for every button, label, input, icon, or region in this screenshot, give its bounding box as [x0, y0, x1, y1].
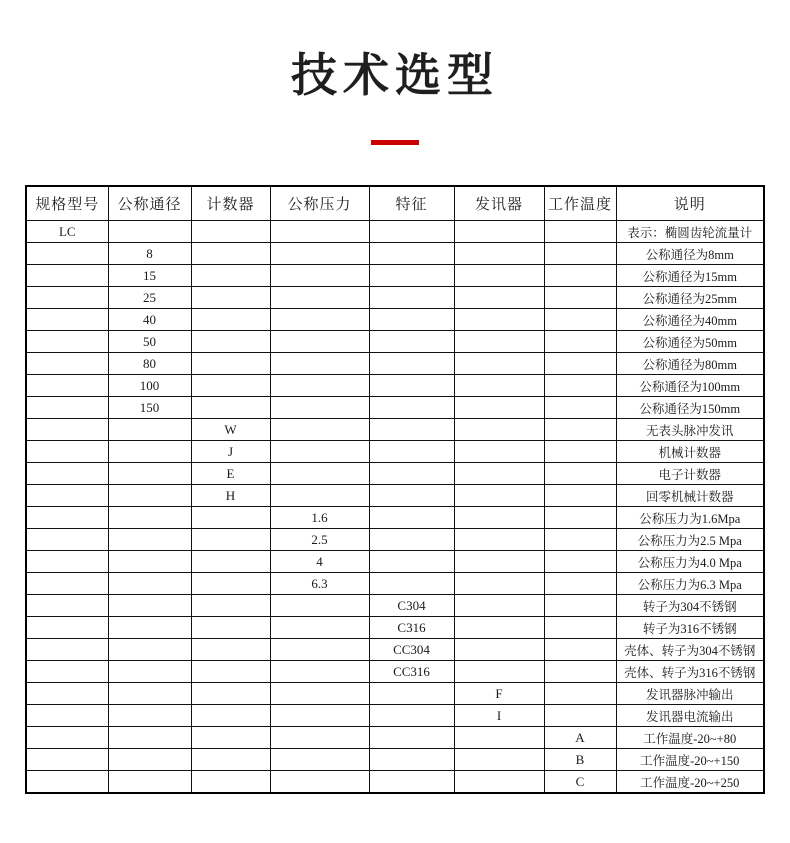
empty-cell [544, 265, 616, 287]
empty-cell [454, 419, 544, 441]
empty-cell [270, 375, 369, 397]
empty-cell [191, 353, 270, 375]
empty-cell [454, 507, 544, 529]
column-header-2: 计数器 [191, 186, 270, 221]
empty-cell [369, 771, 454, 794]
description-cell: 公称通径为8mm [616, 243, 764, 265]
empty-cell [108, 221, 191, 243]
description-cell: 发讯器电流输出 [616, 705, 764, 727]
empty-cell [544, 485, 616, 507]
empty-cell [270, 397, 369, 419]
empty-cell [544, 243, 616, 265]
empty-cell [369, 221, 454, 243]
table-row [26, 309, 764, 331]
code-cell: 50 [108, 331, 191, 353]
code-cell: C304 [369, 595, 454, 617]
empty-cell [26, 375, 108, 397]
table-row [26, 573, 764, 595]
empty-cell [544, 529, 616, 551]
table-body [26, 221, 764, 794]
description-cell: 公称通径为150mm [616, 397, 764, 419]
empty-cell [26, 749, 108, 771]
empty-cell [26, 485, 108, 507]
empty-cell [26, 529, 108, 551]
empty-cell [369, 441, 454, 463]
empty-cell [544, 375, 616, 397]
code-cell: CC316 [369, 661, 454, 683]
empty-cell [191, 683, 270, 705]
empty-cell [26, 727, 108, 749]
empty-cell [544, 331, 616, 353]
description-cell: 公称通径为15mm [616, 265, 764, 287]
empty-cell [270, 727, 369, 749]
empty-cell [26, 771, 108, 794]
table-row [26, 595, 764, 617]
empty-cell [544, 309, 616, 331]
empty-cell [369, 485, 454, 507]
empty-cell [544, 683, 616, 705]
empty-cell [191, 331, 270, 353]
code-cell: E [191, 463, 270, 485]
description-cell: 发讯器脉冲输出 [616, 683, 764, 705]
empty-cell [454, 661, 544, 683]
title-section [0, 46, 790, 145]
empty-cell [454, 573, 544, 595]
empty-cell [108, 771, 191, 794]
empty-cell [454, 375, 544, 397]
description-cell: 公称通径为80mm [616, 353, 764, 375]
description-cell: 壳体、转子为316不锈钢 [616, 661, 764, 683]
empty-cell [544, 573, 616, 595]
empty-cell [108, 463, 191, 485]
description-cell: 公称压力为6.3 Mpa [616, 573, 764, 595]
empty-cell [544, 661, 616, 683]
table-row [26, 639, 764, 661]
empty-cell [454, 441, 544, 463]
empty-cell [26, 595, 108, 617]
empty-cell [369, 727, 454, 749]
table-row [26, 705, 764, 727]
empty-cell [270, 331, 369, 353]
empty-cell [26, 331, 108, 353]
code-cell: 6.3 [270, 573, 369, 595]
empty-cell [191, 727, 270, 749]
code-cell: J [191, 441, 270, 463]
empty-cell [270, 287, 369, 309]
empty-cell [26, 507, 108, 529]
empty-cell [191, 287, 270, 309]
empty-cell [544, 617, 616, 639]
empty-cell [191, 507, 270, 529]
empty-cell [270, 441, 369, 463]
empty-cell [369, 419, 454, 441]
code-cell: CC304 [369, 639, 454, 661]
description-cell: 机械计数器 [616, 441, 764, 463]
code-cell: F [454, 683, 544, 705]
empty-cell [544, 507, 616, 529]
empty-cell [454, 397, 544, 419]
code-cell: W [191, 419, 270, 441]
header-row [26, 186, 764, 221]
empty-cell [26, 705, 108, 727]
code-cell: B [544, 749, 616, 771]
description-cell: 壳体、转子为304不锈钢 [616, 639, 764, 661]
table-row [26, 617, 764, 639]
empty-cell [26, 441, 108, 463]
empty-cell [544, 397, 616, 419]
table-row [26, 243, 764, 265]
table-row [26, 287, 764, 309]
empty-cell [369, 397, 454, 419]
empty-cell [369, 265, 454, 287]
table-row [26, 661, 764, 683]
description-cell: 工作温度-20~+250 [616, 771, 764, 794]
code-cell: 40 [108, 309, 191, 331]
empty-cell [270, 617, 369, 639]
empty-cell [369, 375, 454, 397]
empty-cell [108, 727, 191, 749]
empty-cell [454, 309, 544, 331]
column-header-7: 说明 [616, 186, 764, 221]
empty-cell [454, 551, 544, 573]
empty-cell [454, 639, 544, 661]
empty-cell [191, 705, 270, 727]
empty-cell [108, 485, 191, 507]
empty-cell [544, 221, 616, 243]
empty-cell [544, 705, 616, 727]
code-cell: 25 [108, 287, 191, 309]
empty-cell [369, 331, 454, 353]
table-row [26, 749, 764, 771]
code-cell: 1.6 [270, 507, 369, 529]
empty-cell [369, 573, 454, 595]
empty-cell [270, 419, 369, 441]
code-cell: 2.5 [270, 529, 369, 551]
empty-cell [369, 749, 454, 771]
column-header-0: 规格型号 [26, 186, 108, 221]
empty-cell [26, 397, 108, 419]
empty-cell [191, 551, 270, 573]
empty-cell [108, 639, 191, 661]
code-cell: 100 [108, 375, 191, 397]
empty-cell [26, 661, 108, 683]
column-header-4: 特征 [369, 186, 454, 221]
empty-cell [191, 595, 270, 617]
description-cell: 转子为316不锈钢 [616, 617, 764, 639]
empty-cell [26, 463, 108, 485]
empty-cell [191, 265, 270, 287]
title-underline [371, 140, 419, 145]
table-row [26, 683, 764, 705]
empty-cell [454, 727, 544, 749]
empty-cell [270, 265, 369, 287]
empty-cell [369, 705, 454, 727]
table-row [26, 485, 764, 507]
empty-cell [270, 463, 369, 485]
empty-cell [369, 309, 454, 331]
code-cell: 15 [108, 265, 191, 287]
code-cell: LC [26, 221, 108, 243]
empty-cell [454, 749, 544, 771]
empty-cell [544, 595, 616, 617]
description-cell: 表示：椭圆齿轮流量计 [616, 221, 764, 243]
table-row [26, 441, 764, 463]
empty-cell [26, 683, 108, 705]
empty-cell [270, 353, 369, 375]
empty-cell [191, 309, 270, 331]
empty-cell [108, 749, 191, 771]
empty-cell [191, 573, 270, 595]
table-row [26, 397, 764, 419]
table-row [26, 507, 764, 529]
empty-cell [454, 331, 544, 353]
empty-cell [544, 463, 616, 485]
table-row [26, 419, 764, 441]
description-cell: 公称压力为4.0 Mpa [616, 551, 764, 573]
empty-cell [454, 485, 544, 507]
description-cell: 公称通径为25mm [616, 287, 764, 309]
empty-cell [544, 441, 616, 463]
description-cell: 电子计数器 [616, 463, 764, 485]
description-cell: 公称压力为1.6Mpa [616, 507, 764, 529]
empty-cell [108, 705, 191, 727]
description-cell: 回零机械计数器 [616, 485, 764, 507]
column-header-6: 工作温度 [544, 186, 616, 221]
table-row [26, 221, 764, 243]
empty-cell [270, 221, 369, 243]
empty-cell [369, 507, 454, 529]
table-row [26, 375, 764, 397]
empty-cell [26, 309, 108, 331]
description-cell: 公称通径为50mm [616, 331, 764, 353]
table-row [26, 331, 764, 353]
empty-cell [369, 353, 454, 375]
empty-cell [454, 265, 544, 287]
empty-cell [26, 353, 108, 375]
empty-cell [369, 529, 454, 551]
empty-cell [191, 375, 270, 397]
empty-cell [108, 551, 191, 573]
empty-cell [108, 507, 191, 529]
empty-cell [108, 573, 191, 595]
empty-cell [26, 287, 108, 309]
empty-cell [26, 617, 108, 639]
empty-cell [544, 287, 616, 309]
empty-cell [369, 463, 454, 485]
empty-cell [270, 771, 369, 794]
empty-cell [270, 243, 369, 265]
code-cell: H [191, 485, 270, 507]
empty-cell [26, 419, 108, 441]
page-title: 技术选型 [291, 49, 499, 101]
empty-cell [26, 243, 108, 265]
table-row [26, 771, 764, 794]
empty-cell [270, 749, 369, 771]
table-row [26, 529, 764, 551]
table-row [26, 353, 764, 375]
description-cell: 公称压力为2.5 Mpa [616, 529, 764, 551]
empty-cell [191, 639, 270, 661]
code-cell: 4 [270, 551, 369, 573]
empty-cell [454, 221, 544, 243]
empty-cell [544, 419, 616, 441]
description-cell: 公称通径为100mm [616, 375, 764, 397]
column-header-3: 公称压力 [270, 186, 369, 221]
empty-cell [26, 639, 108, 661]
empty-cell [191, 529, 270, 551]
empty-cell [369, 287, 454, 309]
empty-cell [544, 353, 616, 375]
code-cell: C316 [369, 617, 454, 639]
empty-cell [270, 661, 369, 683]
empty-cell [108, 529, 191, 551]
description-cell: 转子为304不锈钢 [616, 595, 764, 617]
description-cell: 无表头脉冲发讯 [616, 419, 764, 441]
empty-cell [108, 419, 191, 441]
empty-cell [191, 771, 270, 794]
empty-cell [191, 243, 270, 265]
empty-cell [454, 463, 544, 485]
empty-cell [544, 551, 616, 573]
empty-cell [369, 551, 454, 573]
empty-cell [191, 397, 270, 419]
code-cell: I [454, 705, 544, 727]
empty-cell [369, 243, 454, 265]
empty-cell [454, 243, 544, 265]
empty-cell [26, 265, 108, 287]
table-row [26, 463, 764, 485]
empty-cell [26, 573, 108, 595]
table-row [26, 727, 764, 749]
empty-cell [544, 639, 616, 661]
empty-cell [270, 705, 369, 727]
empty-cell [191, 617, 270, 639]
empty-cell [108, 441, 191, 463]
empty-cell [270, 485, 369, 507]
empty-cell [270, 639, 369, 661]
empty-cell [270, 595, 369, 617]
empty-cell [270, 309, 369, 331]
empty-cell [454, 529, 544, 551]
column-header-1: 公称通径 [108, 186, 191, 221]
empty-cell [108, 595, 191, 617]
empty-cell [454, 771, 544, 794]
code-cell: A [544, 727, 616, 749]
description-cell: 公称通径为40mm [616, 309, 764, 331]
empty-cell [108, 617, 191, 639]
selection-table [25, 185, 765, 794]
empty-cell [191, 221, 270, 243]
description-cell: 工作温度-20~+150 [616, 749, 764, 771]
table-header [26, 186, 764, 221]
empty-cell [454, 287, 544, 309]
code-cell: 8 [108, 243, 191, 265]
column-header-5: 发讯器 [454, 186, 544, 221]
code-cell: 150 [108, 397, 191, 419]
empty-cell [454, 617, 544, 639]
empty-cell [369, 683, 454, 705]
description-cell: 工作温度-20~+80 [616, 727, 764, 749]
code-cell: 80 [108, 353, 191, 375]
code-cell: C [544, 771, 616, 794]
empty-cell [270, 683, 369, 705]
empty-cell [26, 551, 108, 573]
empty-cell [108, 661, 191, 683]
table-row [26, 265, 764, 287]
empty-cell [108, 683, 191, 705]
empty-cell [454, 595, 544, 617]
empty-cell [191, 661, 270, 683]
empty-cell [191, 749, 270, 771]
empty-cell [454, 353, 544, 375]
table-row [26, 551, 764, 573]
